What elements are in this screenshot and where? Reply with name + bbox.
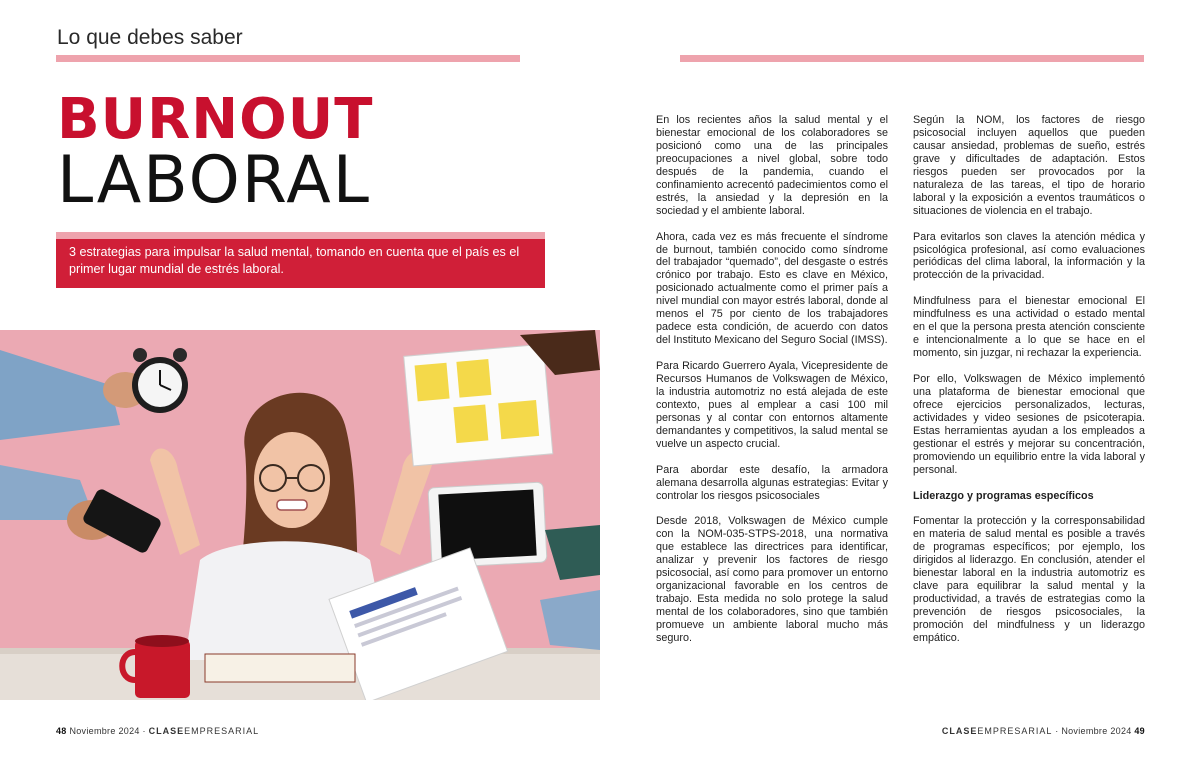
brand-bold: CLASE <box>148 726 185 736</box>
paragraph: Según la NOM, los factores de riesgo psicosocial incluyen aquellos que pueden causar ansiedad, problemas de sueño, estrés grave y dificultades de adaptación. Estos riesgos pueden ser provocados por la naturaleza de las tareas, el tipo de horario laboral y la exposición a eventos traumáticos o situaciones de violencia en el trabajo. <box>913 114 1145 217</box>
brand-bold: CLASE <box>941 726 978 736</box>
paragraph: Fomentar la protección y la corresponsabilidad en materia de salud mental es posible a través de programas específicos; por ejemplo, los dirigidos al liderazgo. En conclusión, atender el bienestar laboral en la industria automotriz es clave para equilibrar la salud mental y la productividad, a través de estrategias como la prevención de riesgos psicosociales, la promoción del mindfulness y un liderazgo empático. <box>913 515 1145 645</box>
footer-date: Noviembre 2024 <box>69 726 140 736</box>
footer-left <box>56 726 259 736</box>
subtitle-accent-bar <box>56 232 545 239</box>
section-label: Lo que debes saber <box>57 26 243 49</box>
page-number-left: 48 <box>56 726 67 736</box>
article-title-line2: LABORAL <box>57 143 371 218</box>
paragraph: Mindfulness para el bienestar emocional El mindfulness es una actividad o estado mental en el que la persona presta atención consciente e intencionalmente a lo que se hace en el momento, sin juzgar, ni rechazar la experiencia. <box>913 295 1145 360</box>
footer-separator: · <box>142 726 146 736</box>
paragraph: Para abordar este desafío, la armadora alemana desarrolla algunas estrategias: Evitar y controlar los riesgos psicosociales <box>656 463 888 502</box>
article-column-1 <box>656 114 888 658</box>
footer-date: Noviembre 2024 <box>1061 726 1132 736</box>
paragraph: Para Ricardo Guerrero Ayala, Vicepresidente de Recursos Humanos de Volkswagen de México, la industria automotriz no está alejada de este contexto, pues al emplear a casi 100 mil personas y al contar con entornos altamente demandantes y competitivos, la salud mental se vuelve un aspecto crucial. <box>656 360 888 450</box>
subtitle-text: 3 estrategias para impulsar la salud mental, tomando en cuenta que el país es el primer lugar mundial de estrés laboral. <box>56 239 545 288</box>
paragraph: Ahora, cada vez es más frecuente el síndrome de burnout, también conocido como síndrome del trabajador “quemado”, del desgaste o estrés crónico por trabajo. Esto es clave en México, posicionado actualmente como el primer país a nivel mundial con mayor estrés laboral, donde al menos el 75 por ciento de los trabajadores padece esta condición, de acuerdo con datos del Instituto Mexicano del Seguro Social (IMSS). <box>656 230 888 347</box>
header-rule-left <box>56 55 520 62</box>
footer-right <box>942 726 1145 736</box>
paragraph: Para evitarlos son claves la atención médica y psicológica profesional, así como evaluaciones periódicas del clima laboral, la información y la protección de la privacidad. <box>913 230 1145 282</box>
paragraph: Por ello, Volkswagen de México implementó una plataforma de bienestar emocional que ofrece ejercicios personalizados, lecturas, actividades y video sesiones de psicoterapia. Estas herramientas ayudan a los empleados a gestionar el estrés y mejorar su concentración, promoviendo un equilibrio entre la vida laboral y personal. <box>913 373 1145 476</box>
article-title-line1: BURNOUT <box>57 87 374 152</box>
header-rule-right <box>680 55 1144 62</box>
footer-separator: · <box>1055 726 1059 736</box>
brand-light: EMPRESARIAL <box>184 726 260 736</box>
article-photo <box>0 330 600 700</box>
subtitle-banner <box>56 232 545 288</box>
brand-light: EMPRESARIAL <box>977 726 1053 736</box>
page-number-right: 49 <box>1134 726 1145 736</box>
paragraph: En los recientes años la salud mental y el bienestar emocional de los colaboradores se posicionó como una de las principales preocupaciones a nivel global, sobre todo después de la pandemia, cuando el confinamiento acrecentó padecimientos como el estrés, la ansiedad y la depresión en la sociedad y el ambiente laboral. <box>656 114 888 217</box>
section-heading: Liderazgo y programas específicos <box>913 489 1094 502</box>
article-column-2 <box>913 114 1145 658</box>
paragraph: Desde 2018, Volkswagen de México cumple con la NOM-035-STPS-2018, una normativa que establece las directrices para identificar, analizar y prevenir los factores de riesgo psicosocial, así como para promover un entorno organizacional favorable en los centros de trabajo. Esta medida no solo protege la salud mental de los colaboradores, sino que también promueve un ambiente laboral mucho más seguro. <box>656 515 888 645</box>
